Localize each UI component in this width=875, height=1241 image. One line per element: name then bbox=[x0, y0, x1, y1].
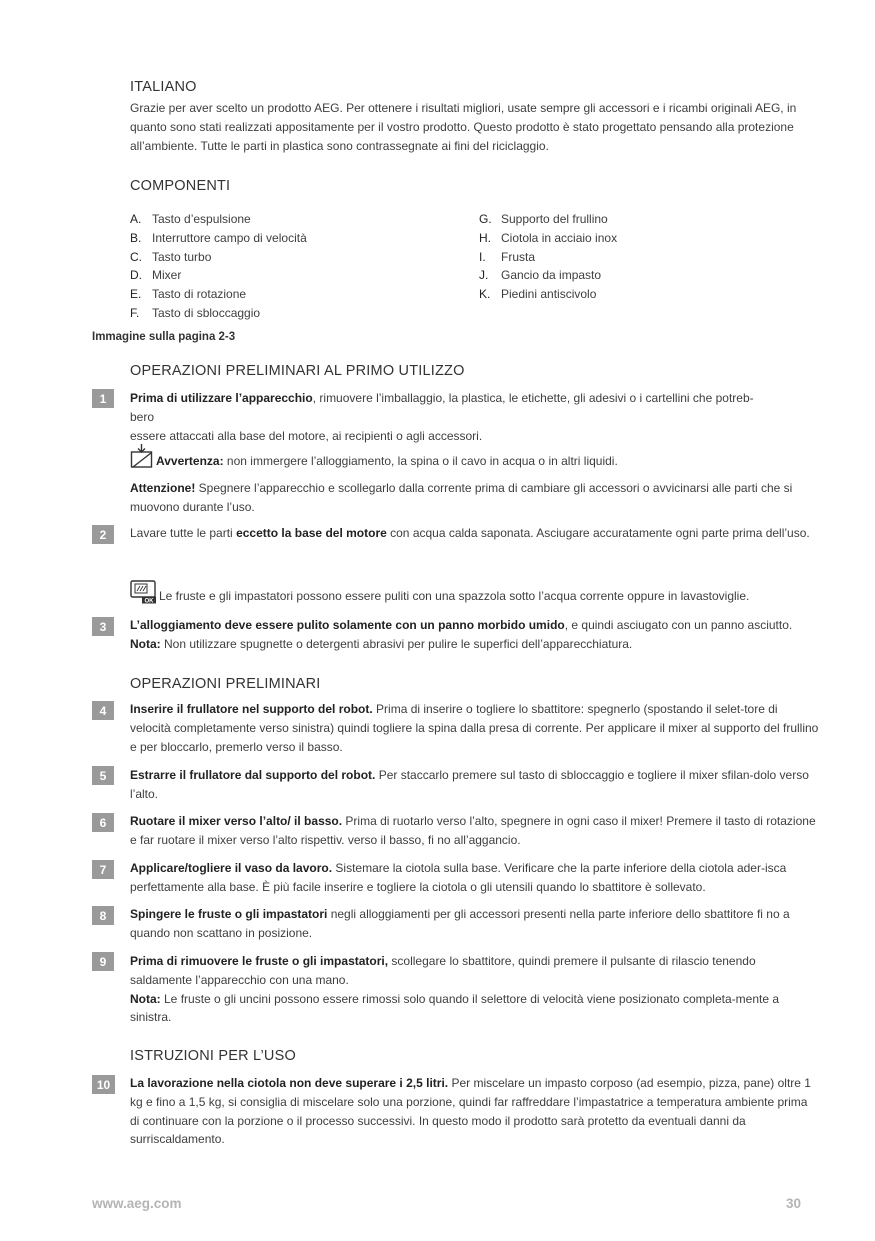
step-number-5: 5 bbox=[92, 766, 114, 785]
components-heading: COMPONENTI bbox=[130, 178, 231, 194]
image-reference: Immagine sulla pagina 2-3 bbox=[92, 331, 236, 343]
component-item: C. Tasto turbo bbox=[130, 249, 212, 264]
component-item: F. Tasto di sbloccaggio bbox=[130, 305, 261, 320]
warning-note: Avvertenza: non immergere l’alloggiamento, la spina o il cavo in acqua o in altri liquidi. bbox=[130, 443, 820, 475]
component-item: D. Mixer bbox=[130, 268, 182, 283]
step-2-text: Lavare tutte le parti eccetto la base del motore con acqua calda saponata. Asciugare accuratamente ogni parte prima dell’uso. bbox=[130, 526, 810, 540]
component-item: B. Interruttore campo di velocità bbox=[130, 230, 307, 245]
step-6-text: Ruotare il mixer verso l’alto/ il basso. Prima di ruotarlo verso l’alto, spegnere in ogni caso il mixer! Premere il tasto di rotazione e far ruotare il mixer verso l’alto rispettiv. verso il basso, fi no all’aggancio. bbox=[130, 814, 816, 847]
component-item: A. Tasto d’espulsione bbox=[130, 212, 251, 226]
language-heading: ITALIANO bbox=[130, 79, 197, 95]
dishwasher-icon bbox=[130, 578, 157, 610]
step-number-1: 1 bbox=[92, 389, 114, 408]
ok-label: OK bbox=[144, 598, 154, 604]
step-number-9: 9 bbox=[92, 952, 114, 971]
step-7-text: Applicare/togliere il vaso da lavoro. Sistemare la ciotola sulla base. Verificare che la parte inferiore della ciotola ader-isca perfettamente alla base. È più facile inserire e togliere la ciotola o gli utensili quando lo sbattitore è sollevato. bbox=[130, 861, 787, 894]
step-9-text: Prima di rimuovere le fruste o gli impastatori, scollegare lo sbattitore, quindi premere il pulsante di rilascio tenendo saldamente l’apparecchio con una mano. Nota: Le fruste o gli uncini possono essere rimossi solo quando il selettore di velocità viene posizionato completa-mente a sinistra. bbox=[130, 954, 780, 1025]
component-item: J. Gancio da impasto bbox=[479, 268, 602, 283]
step-number-8: 8 bbox=[92, 906, 114, 925]
step-number-6: 6 bbox=[92, 813, 114, 832]
step-8-text: Spingere le fruste o gli impastatori negli alloggiamenti per gli accessori presenti nella parte inferiore dello sbattitore fi no a quando non scattano in posizione. bbox=[130, 907, 790, 940]
step-10-text: La lavorazione nella ciotola non deve superare i 2,5 litri. Per miscelare un impasto corposo (ad esempio, pizza, pane) oltre 1 kg e fino a 1,5 kg, si consiglia di miscelare solo una porzione, quindi far raffreddare l’impastatrice a temperatura ambiente prima di continuare con la porzione o il processo successivi. In questo modo il prodotto sarà protetto da eventuali danni da surriscaldamento. bbox=[130, 1076, 811, 1147]
component-item: G. Supporto del frullino bbox=[479, 212, 608, 226]
step-number-4: 4 bbox=[92, 701, 114, 720]
dishwasher-note: OK Le fruste e gli impastatori possono essere puliti con una spazzola sotto l’acqua corrente oppure in lavastoviglie. bbox=[130, 578, 820, 610]
section-heading-preliminary: OPERAZIONI PRELIMINARI bbox=[130, 676, 321, 692]
step-number-3: 3 bbox=[92, 617, 114, 636]
step-number-2: 2 bbox=[92, 525, 114, 544]
step-number-10: 10 bbox=[92, 1075, 115, 1094]
component-item: E. Tasto di rotazione bbox=[130, 287, 247, 302]
component-item: I. Frusta bbox=[479, 249, 536, 264]
components-list-left bbox=[130, 210, 307, 323]
page-number: 30 bbox=[786, 1196, 802, 1211]
intro-paragraph: Grazie per aver scelto un prodotto AEG. Per ottenere i risultati migliori, usate sempre gli accessori e i ricambi originali AEG, in quanto sono stati realizzati appositamente per il vostro prodotto. Questo prodotto è stato progettato pensando alla protezione all’ambiente. Tutte le parti in plastica sono contrassegnate ai fini del riciclaggio. bbox=[130, 101, 797, 153]
step-3-text: L’alloggiamento deve essere pulito solamente con un panno morbido umido, e quindi asciugato con un panno asciutto. Nota: Non utilizzare spugnette o detergenti abrasivi per pulire le superfici dell’apparecchiatura. bbox=[130, 618, 793, 651]
attention-note: Attenzione! Spegnere l’apparecchio e scollegarlo dalla corrente prima di cambiare gli accessori o avvicinarsi alle parti che si muovono durante l’uso. bbox=[130, 481, 793, 514]
step-4-text: Inserire il frullatore nel supporto del robot. Prima di inserire o togliere lo sbattitore: spegnerlo (spostando il selet-tore di velocità completamente verso sinistra) quindi togliere la spina dalla presa di corrente. Per applicare il mixer al supporto del frullino e per bloccarlo, premerlo verso il basso. bbox=[130, 702, 819, 754]
section-heading-usage: ISTRUZIONI PER L’USO bbox=[130, 1048, 296, 1064]
footer-website-link[interactable]: www.aeg.com bbox=[92, 1196, 182, 1211]
components-list-right bbox=[479, 210, 617, 304]
component-item: H. Ciotola in acciaio inox bbox=[479, 230, 618, 245]
step-1-text: Prima di utilizzare l’apparecchio, rimuovere l’imballaggio, la plastica, le etichette, gli adesivi o i cartellini che potreb- bero essere attaccati alla base del motore, ai recipienti o agli accessori. bbox=[130, 391, 754, 443]
step-number-7: 7 bbox=[92, 860, 114, 879]
no-immerse-icon bbox=[130, 443, 154, 475]
component-item: K. Piedini antiscivolo bbox=[479, 287, 597, 302]
step-5-text: Estrarre il frullatore dal supporto del robot. Per staccarlo premere sul tasto di sbloccaggio e togliere il mixer sfilan-dolo verso l’alto. bbox=[130, 768, 809, 801]
section-heading-first-use: OPERAZIONI PRELIMINARI AL PRIMO UTILIZZO bbox=[130, 363, 465, 379]
